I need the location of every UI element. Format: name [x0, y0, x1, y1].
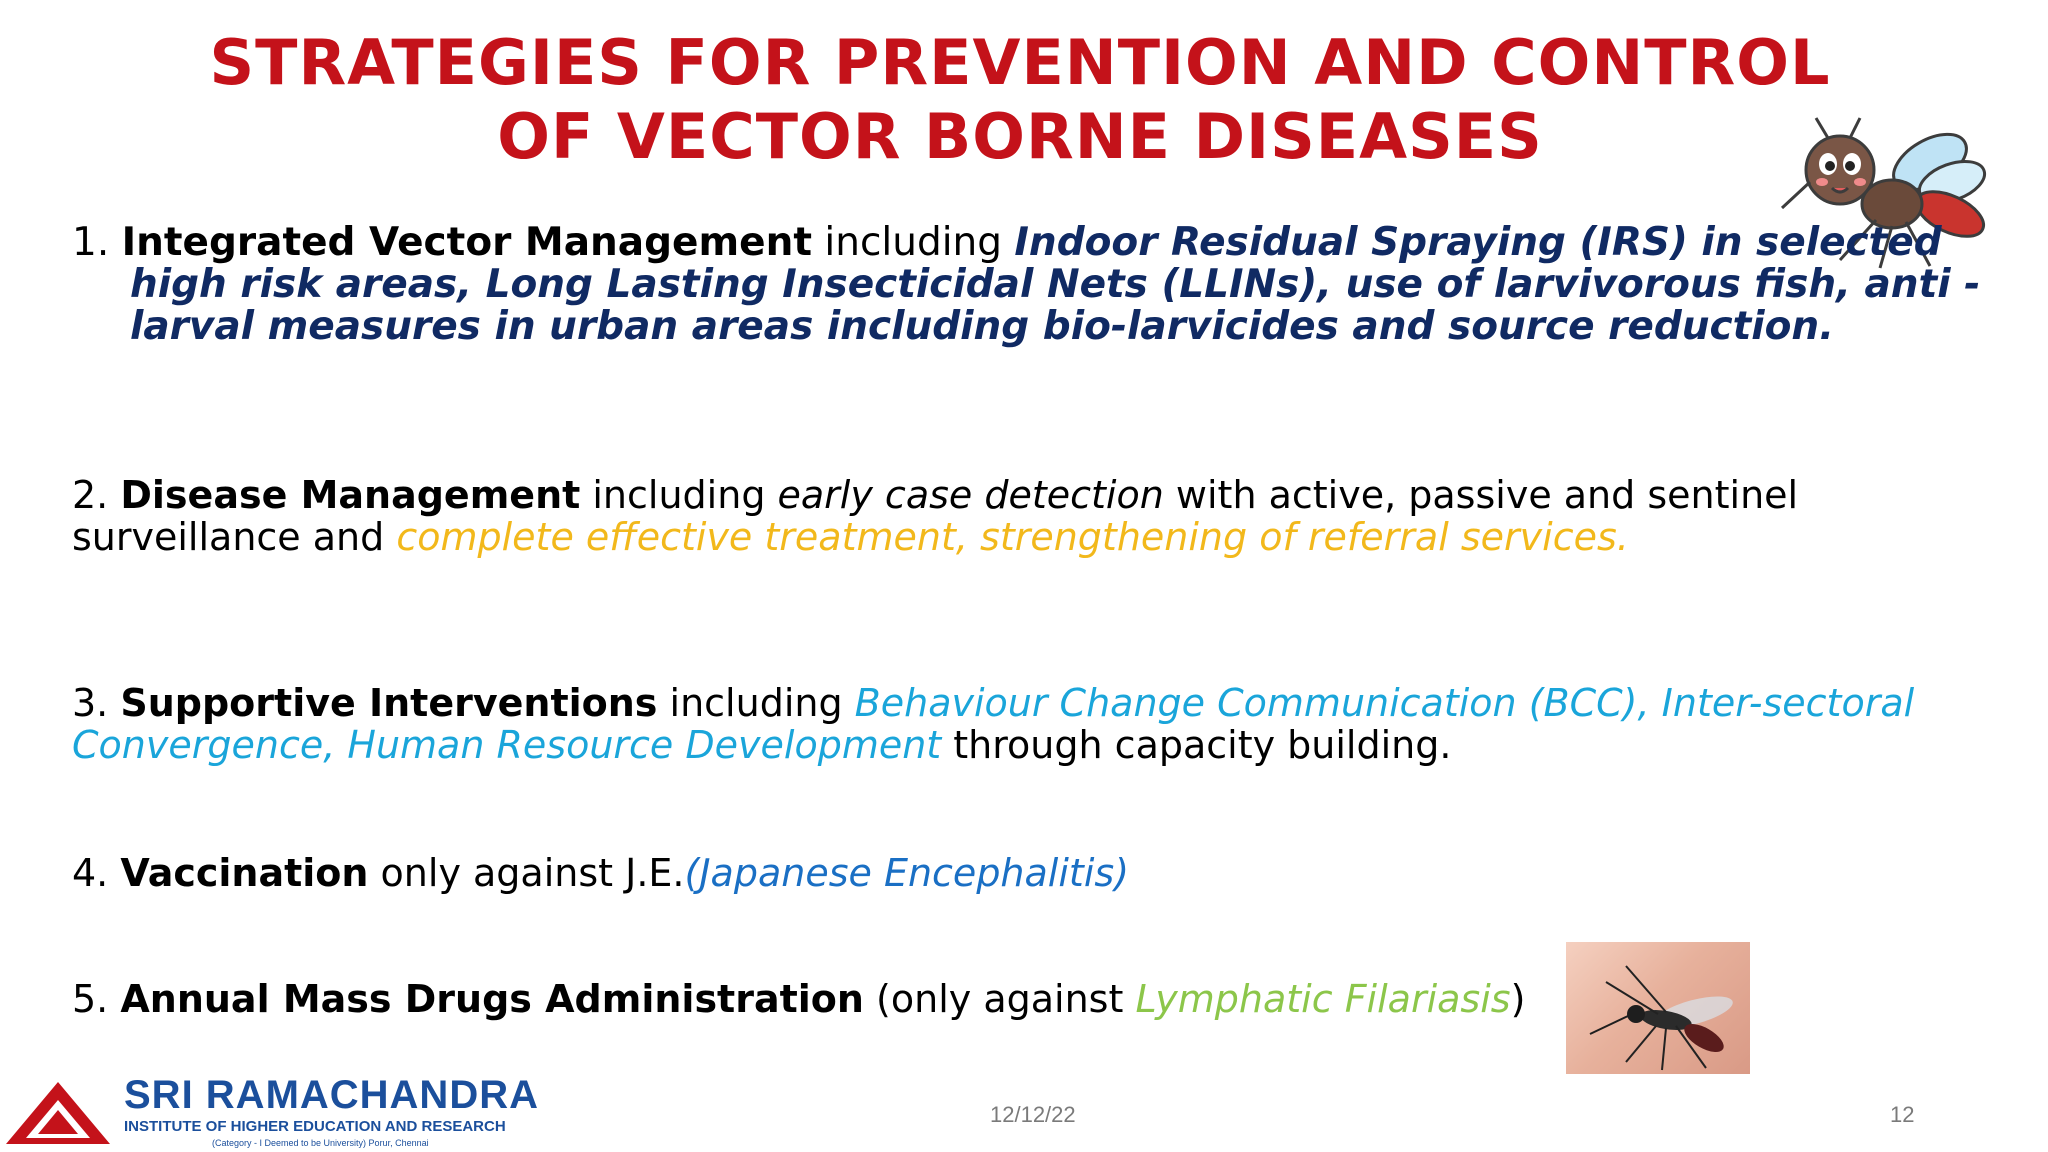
- item-heading: Disease Management: [120, 473, 581, 517]
- item-connector: only against J.E.: [368, 851, 685, 895]
- item-connector: (only against: [863, 977, 1136, 1021]
- item-heading: Vaccination: [120, 851, 369, 895]
- logo-name: SRI RAMACHANDRA: [124, 1073, 539, 1117]
- title-line-2: OF VECTOR BORNE DISEASES: [497, 100, 1543, 173]
- item-rest: with active, passive and sentinel surveillance and: [72, 473, 1799, 559]
- item-number: 3.: [72, 681, 109, 725]
- item-number: 5.: [72, 977, 109, 1021]
- logo-subtitle: INSTITUTE OF HIGHER EDUCATION AND RESEARCH: [124, 1118, 506, 1135]
- strategy-item-5: [72, 978, 1572, 1020]
- item-open-paren: (: [684, 851, 700, 895]
- item-highlight: Lymphatic Filariasis: [1135, 977, 1511, 1021]
- strategy-item-1: [72, 222, 1990, 348]
- logo-category: (Category - I Deemed to be University) Porur, Chennai: [212, 1138, 429, 1148]
- institution-logo-icon: [2, 1078, 114, 1148]
- strategy-item-3: [72, 682, 1992, 766]
- item-number: 2.: [72, 473, 109, 517]
- item-italic: early case detection: [777, 473, 1164, 517]
- slide-date: 12/12/22: [990, 1102, 1076, 1127]
- strategy-item-2: [72, 474, 1832, 558]
- item-number: 4.: [72, 851, 109, 895]
- item-connector: including: [580, 473, 778, 517]
- item-highlight: complete effective treatment, strengthening of referral services.: [396, 515, 1629, 559]
- item-heading: Annual Mass Drugs Administration: [120, 977, 864, 1021]
- item-heading: Supportive Interventions: [120, 681, 658, 725]
- institution-logo: [0, 1072, 580, 1152]
- item-highlight: Indoor Residual Spraying (IRS) in selected high risk areas, Long Lasting Insecticidal Nets (LLINs), use of larvivorous fish, anti - larval measures in urban areas including bio-larvicides and source reduction.: [130, 220, 1981, 349]
- item-connector: including: [812, 220, 1015, 265]
- strategy-item-4: [72, 852, 1672, 894]
- slide-title: [120, 26, 1920, 174]
- slide-number: 12: [1890, 1102, 1915, 1127]
- mosquito-photo-icon: [1566, 942, 1750, 1074]
- mosquito-photo: [1566, 942, 1750, 1074]
- item-close-paren: ): [1510, 977, 1526, 1021]
- title-line-1: STRATEGIES FOR PREVENTION AND CONTROL: [209, 26, 1831, 99]
- item-highlight: Japanese Encephalitis: [699, 851, 1115, 895]
- item-rest: through capacity building.: [941, 723, 1452, 767]
- item-heading: Integrated Vector Management: [121, 220, 812, 265]
- item-close-paren: ): [1114, 851, 1130, 895]
- item-number: 1.: [72, 220, 110, 265]
- item-connector: including: [657, 681, 855, 725]
- item-highlight: Behaviour Change Communication (BCC), Inter-sectoral Convergence, Human Resource Development: [72, 681, 1915, 767]
